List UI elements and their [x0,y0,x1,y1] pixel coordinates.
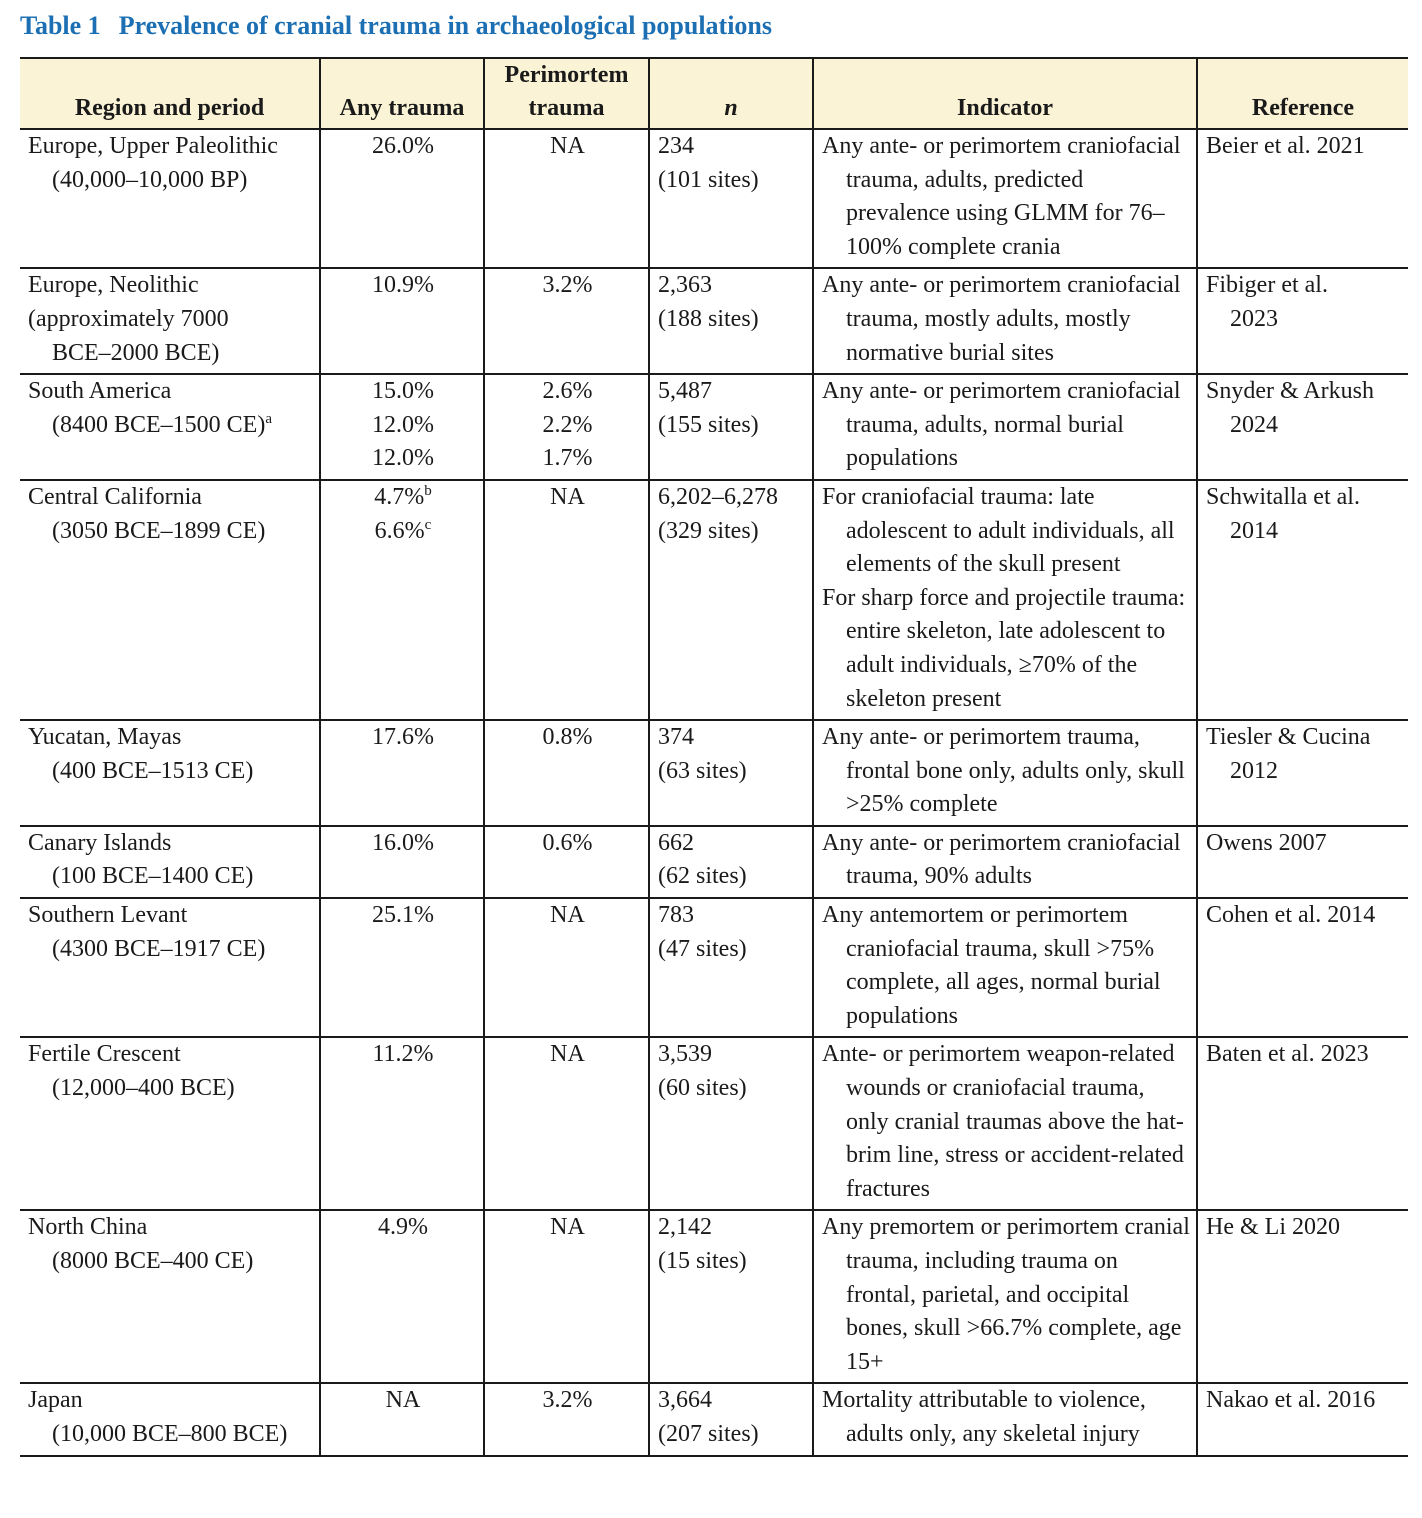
reference-text: Cohen et al. 2014 [1206,902,1376,929]
region-name: South America [28,378,172,405]
table-row [20,480,1408,720]
cell-n [649,1383,813,1455]
any-value: 12.0% [372,411,434,438]
indicator-text: Any ante- or perimortem craniofacial trauma, adults, normal burial populations [822,378,1181,472]
cell-region [20,1383,320,1455]
cell-perimortem: NA [484,129,649,268]
cell-indicator [813,480,1197,720]
indicator-text: Ante- or perimortem weapon-related wounds or craniofacial trauma, only cranial traumas above the hat-brim line, stress or accident-related fractures [822,1041,1184,1202]
region-period: (400 BCE–1513 CE) [52,757,254,784]
cell-indicator [813,1037,1197,1210]
cell-indicator [813,826,1197,898]
peri-value: 2.2% [542,411,593,438]
reference-text: Schwitalla et al. 2014 [1206,483,1360,544]
region-name: Yucatan, Mayas [28,724,182,751]
table-row [20,1383,1408,1455]
cell-reference [1197,720,1408,826]
region-period: (approximately 7000 BCE–2000 BCE) [28,305,229,366]
trauma-table [20,57,1408,1457]
peri-value: 1.7% [542,445,593,472]
cell-any-trauma: 25.1% [320,898,484,1037]
any-value: 6.6% [374,517,425,544]
region-period: (3050 BCE–1899 CE) [52,517,266,544]
header-region: Region and period [20,58,320,129]
cell-reference [1197,374,1408,480]
reference-text: Tiesler & Cucina 2012 [1206,724,1371,784]
reference-text: Nakao et al. 2016 [1206,1387,1376,1414]
cell-region [20,1210,320,1383]
indicator-text: Any ante- or perimortem craniofacial trauma, mostly adults, mostly normative burial sites [822,272,1181,366]
region-period: (40,000–10,000 BP) [52,166,248,193]
indicator-text: Any ante- or perimortem trauma, frontal bone only, adults only, skull >25% complete [822,724,1185,818]
reference-text: He & Li 2020 [1206,1214,1340,1241]
footnote-a: a [265,410,272,427]
region-period: (10,000 BCE–800 BCE) [52,1420,288,1447]
cell-perimortem: 0.6% [484,826,649,898]
indicator-text: Any antemortem or perimortem craniofacial trauma, skull >75% complete, all ages, normal burial populations [822,902,1161,1029]
cell-any-trauma [320,374,484,480]
header-row [20,58,1408,129]
indicator-text: Any premortem or perimortem cranial trauma, including trauma on frontal, parietal, and occipital bones, skull >66.7% complete, age 15+ [822,1214,1190,1375]
cell-n [649,374,813,480]
region-name: Southern Levant [28,902,188,929]
cell-reference [1197,268,1408,374]
footnote-b: b [424,482,432,499]
cell-perimortem: NA [484,1037,649,1210]
region-period: (8400 BCE–1500 CE) [52,411,266,438]
cell-n [649,720,813,826]
n-value: 783 [658,902,694,929]
cell-indicator [813,1383,1197,1455]
header-perimortem-line2: trauma [528,95,605,121]
cell-n [649,129,813,268]
cell-any-trauma: 16.0% [320,826,484,898]
footnote-c: c [424,516,432,533]
table-row [20,1037,1408,1210]
n-sites: (101 sites) [658,166,759,193]
header-perimortem-line1: Perimortem [504,62,629,88]
header-reference: Reference [1197,58,1408,129]
reference-text: Owens 2007 [1206,829,1327,856]
reference-text: Beier et al. 2021 [1206,133,1365,159]
n-value: 662 [658,829,694,856]
cell-n [649,898,813,1037]
table-label: Table 1 [20,11,101,40]
cell-region [20,480,320,720]
any-value: 12.0% [372,445,434,472]
n-value: 2,142 [658,1214,712,1241]
cell-perimortem: 3.2% [484,268,649,374]
region-name: Europe, Neolithic [28,272,199,299]
table-row [20,720,1408,826]
cell-reference [1197,826,1408,898]
cell-indicator [813,374,1197,480]
cell-reference [1197,1383,1408,1455]
indicator-text: Mortality attributable to violence, adults only, any skeletal injury [822,1387,1146,1447]
indicator-text: Any ante- or perimortem craniofacial trauma, adults, predicted prevalence using GLMM for 76–100% complete crania [822,133,1181,260]
indicator-text: Any ante- or perimortem craniofacial trauma, 90% adults [822,829,1181,890]
n-value: 374 [658,724,694,751]
table-caption [20,11,772,41]
region-period: (12,000–400 BCE) [52,1075,235,1102]
cell-any-trauma: NA [320,1383,484,1455]
region-name: Fertile Crescent [28,1041,181,1068]
cell-perimortem: NA [484,898,649,1037]
cell-any-trauma: 26.0% [320,129,484,268]
cell-reference [1197,129,1408,268]
n-sites: (207 sites) [658,1420,759,1447]
n-sites: (155 sites) [658,411,759,438]
cell-reference [1197,898,1408,1037]
cell-perimortem: NA [484,480,649,720]
cell-perimortem [484,374,649,480]
n-sites: (329 sites) [658,517,759,544]
cell-region [20,1037,320,1210]
cell-perimortem: NA [484,1210,649,1383]
region-period: (4300 BCE–1917 CE) [52,935,266,962]
cell-any-trauma: 4.9% [320,1210,484,1383]
indicator-text: For sharp force and projectile trauma: entire skeleton, late adolescent to adult individuals, ≥70% of the skeleton present [822,584,1186,712]
header-any-trauma: Any trauma [320,58,484,129]
header-perimortem [484,58,649,129]
indicator-text: For craniofacial trauma: late adolescent to adult individuals, all elements of the skull present [822,483,1175,578]
cell-indicator [813,720,1197,826]
n-value: 5,487 [658,378,712,405]
region-name: Japan [28,1387,83,1414]
region-name: North China [28,1214,148,1241]
region-name: Canary Islands [28,829,172,856]
n-sites: (188 sites) [658,305,759,332]
table-row [20,826,1408,898]
table-row [20,898,1408,1037]
n-value: 2,363 [658,272,712,299]
n-value: 3,664 [658,1387,712,1414]
cell-n [649,1037,813,1210]
cell-indicator [813,268,1197,374]
cell-region [20,374,320,480]
n-sites: (47 sites) [658,935,747,962]
n-sites: (15 sites) [658,1248,747,1274]
peri-value: 2.6% [542,378,593,405]
cell-reference [1197,1037,1408,1210]
reference-text: Baten et al. 2023 [1206,1041,1369,1068]
region-period: (100 BCE–1400 CE) [52,863,254,890]
cell-indicator [813,898,1197,1037]
any-value: 4.7% [374,483,425,510]
cell-any-trauma [320,480,484,720]
header-n: n [649,58,813,129]
region-period: (8000 BCE–400 CE) [52,1248,254,1274]
region-name: Central California [28,483,202,510]
cell-region [20,720,320,826]
cell-n [649,826,813,898]
cell-indicator [813,129,1197,268]
n-value: 3,539 [658,1041,712,1068]
n-sites: (60 sites) [658,1075,747,1102]
header-indicator: Indicator [813,58,1197,129]
cell-perimortem: 0.8% [484,720,649,826]
cell-n [649,1210,813,1383]
cell-region [20,129,320,268]
cell-region [20,826,320,898]
any-value: 15.0% [372,378,434,405]
cell-reference [1197,480,1408,720]
table-title: Prevalence of cranial trauma in archaeological populations [118,11,773,40]
n-value: 6,202–6,278 [658,483,778,510]
reference-text: Snyder & Arkush 2024 [1206,378,1374,438]
region-name: Europe, Upper Paleolithic [28,133,278,159]
cell-indicator [813,1210,1197,1383]
n-value: 234 [658,133,694,159]
cell-n [649,268,813,374]
cell-any-trauma: 10.9% [320,268,484,374]
cell-region [20,898,320,1037]
table-row [20,1210,1408,1383]
n-sites: (63 sites) [658,757,747,784]
cell-n [649,480,813,720]
cell-region [20,268,320,374]
table-row [20,129,1408,268]
cell-any-trauma: 17.6% [320,720,484,826]
cell-reference [1197,1210,1408,1383]
cell-perimortem: 3.2% [484,1383,649,1455]
cell-any-trauma: 11.2% [320,1037,484,1210]
reference-text: Fibiger et al. 2023 [1206,272,1328,332]
table-row [20,374,1408,480]
table-row [20,268,1408,374]
n-sites: (62 sites) [658,863,747,890]
